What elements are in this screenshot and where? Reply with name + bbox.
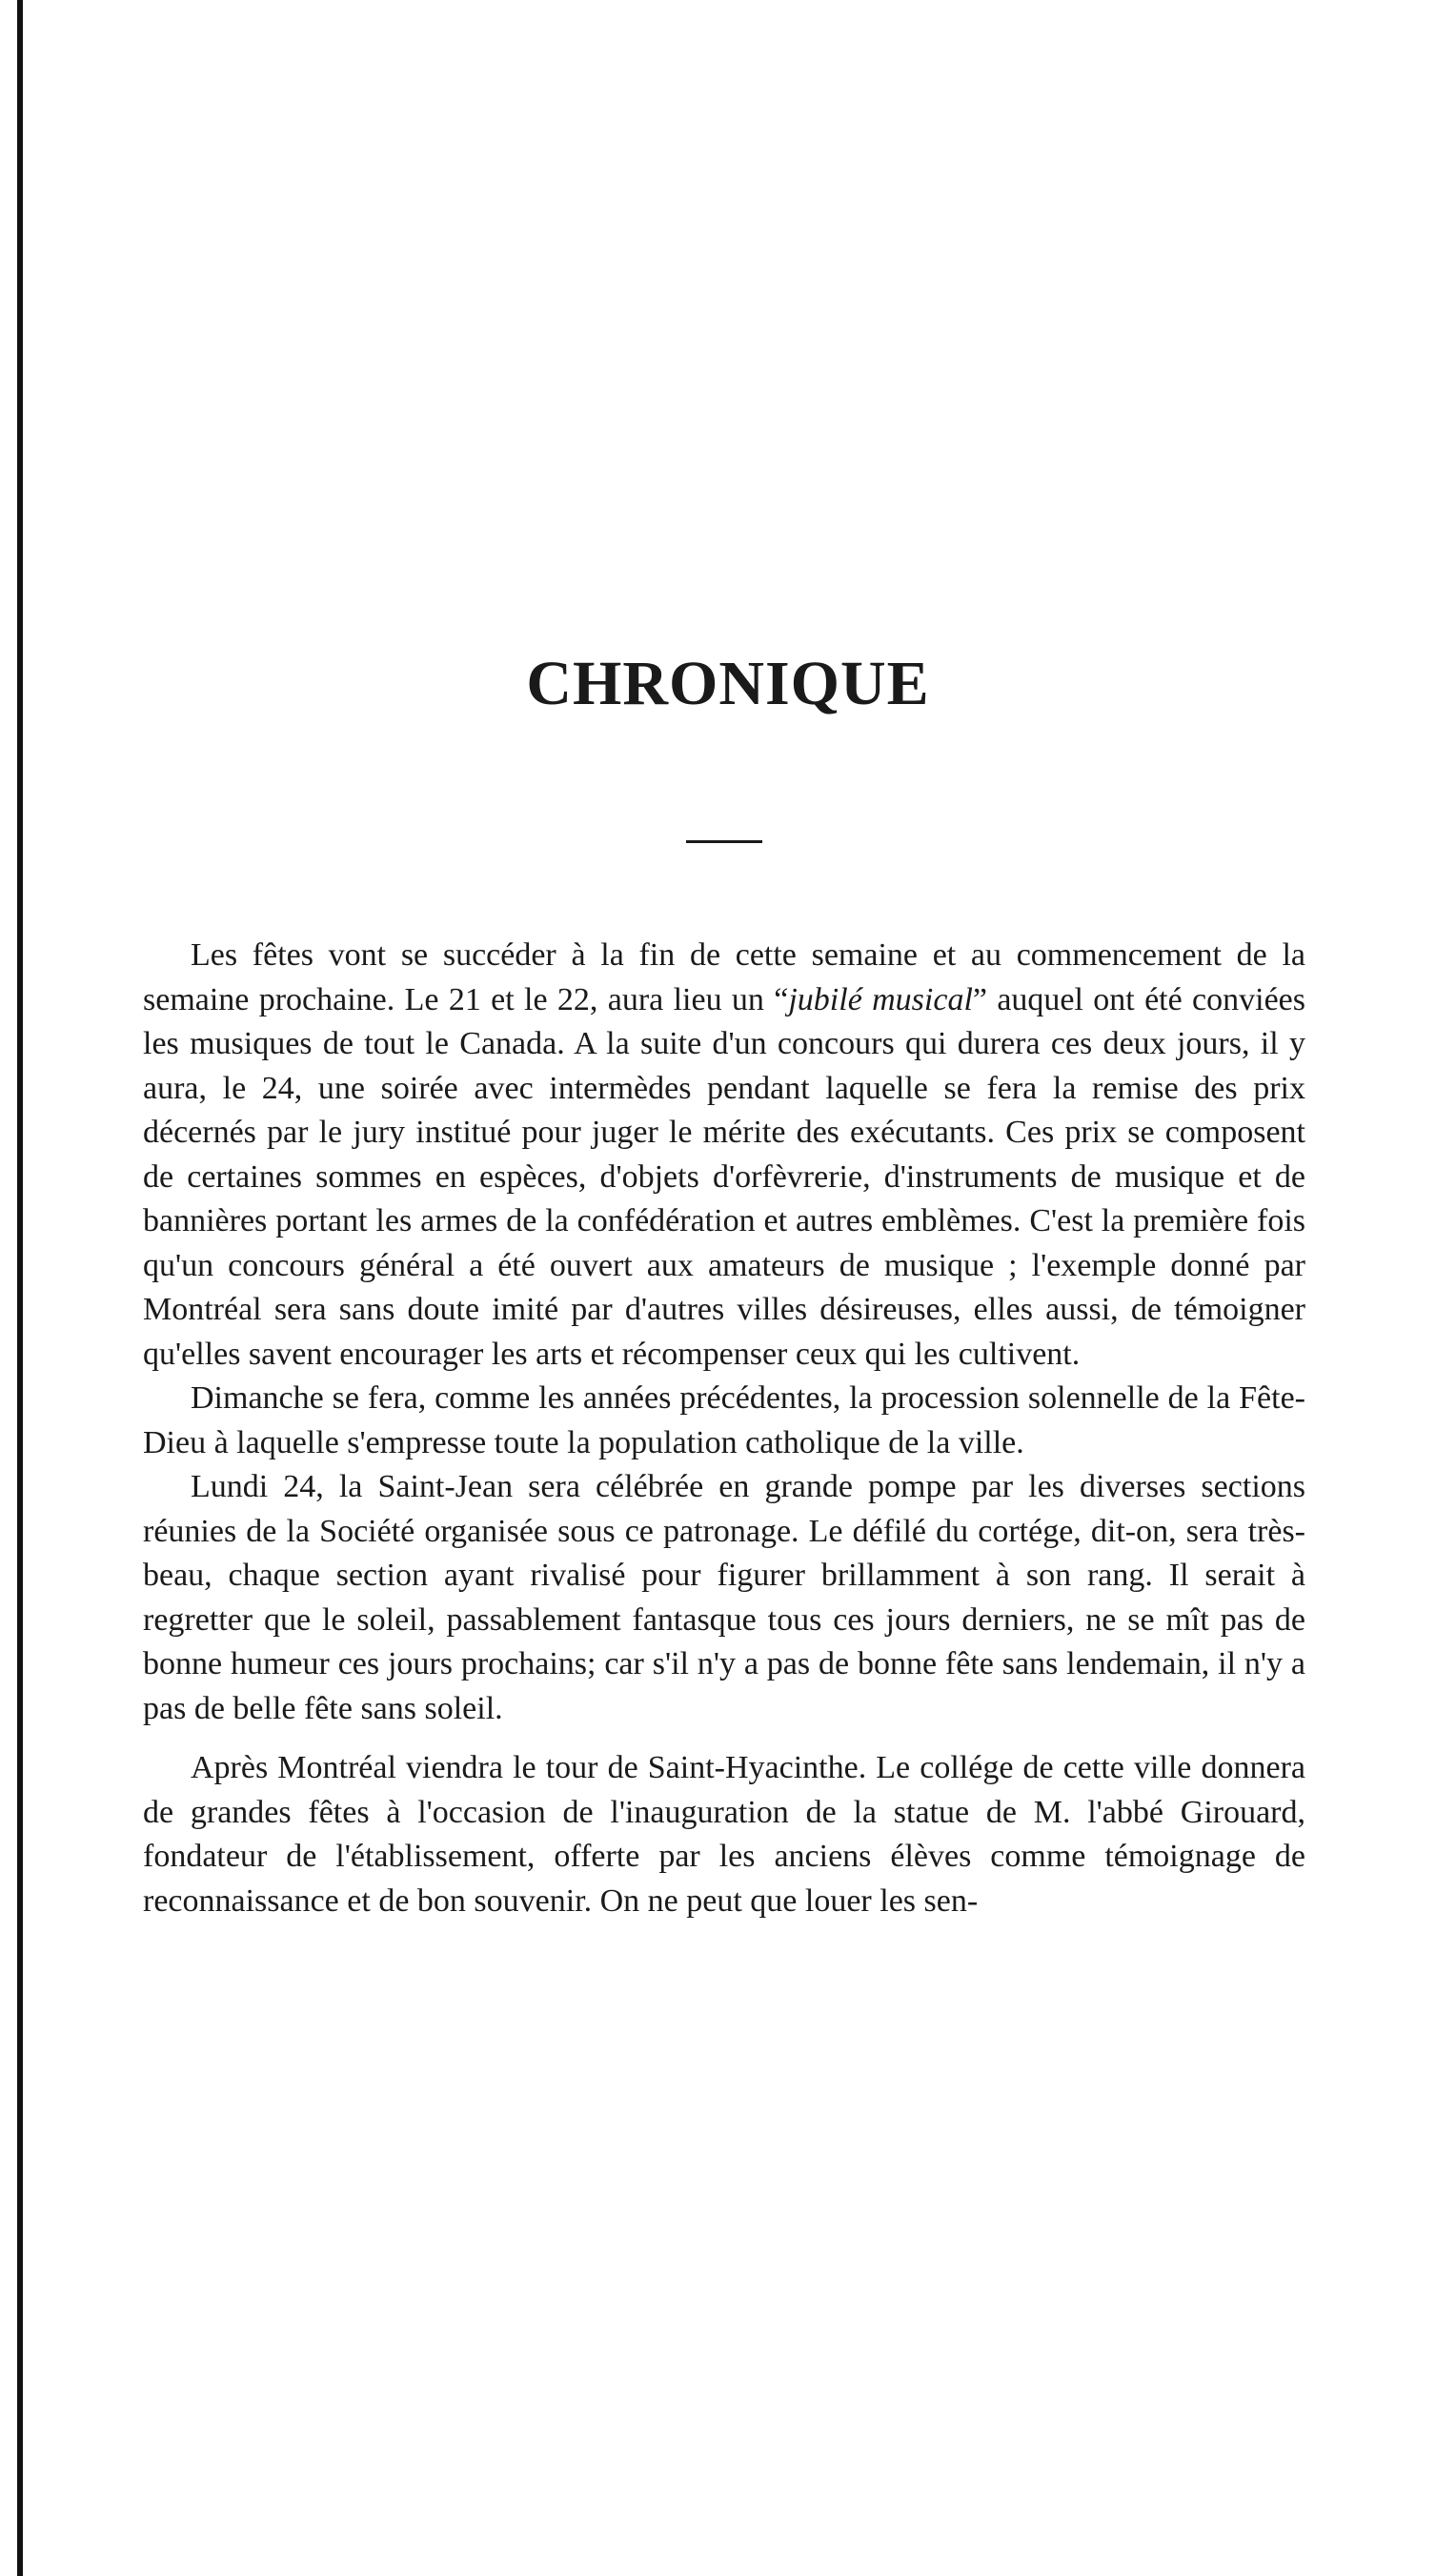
article-body: [143, 934, 1305, 1923]
paragraph-1-italic: jubilé musical: [788, 981, 973, 1017]
page-edge-line: [17, 0, 23, 2576]
page-title: CHRONIQUE: [526, 649, 930, 718]
title-divider: [686, 840, 762, 843]
paragraph-1-text-a: Les fêtes vont se succéder à la fin de cette semaine et au commencement de la semaine prochaine. Le 21 et le 22, aura lieu un “: [143, 937, 1305, 1017]
paragraph-1-text-b: ” auquel ont été conviées les musiques de tout le Canada. A la suite d'un concours qui durera ces deux jours, il y aura, le 24, une soirée avec intermèdes pendant laquelle se fera la remise des prix décernés par le jury institué pour juger le mérite des exécutants. Ces prix se composent de certaines sommes en espèces, d'objets d'orfèvrerie, d'instruments de musique et de bannières portant les armes de la confédération et autres emblèmes. C'est la première fois qu'un concours général a été ouvert aux amateurs de musique ; l'exemple donné par Montréal sera sans doute imité par d'autres villes désireuses, elles aussi, de témoigner qu'elles savent encourager les arts et récompenser ceux qui les cultivent.: [143, 981, 1306, 1372]
paragraph-1: [143, 934, 1305, 1377]
paragraph-2: Dimanche se fera, comme les années précédentes, la procession solennelle de la Fête-Dieu à laquelle s'empresse toute la population catholique de la ville.: [143, 1380, 1305, 1460]
paragraph-4: Après Montréal viendra le tour de Saint-Hyacinthe. Le collége de cette ville donnera de grandes fêtes à l'occasion de l'inauguration de la statue de M. l'abbé Girouard, fondateur de l'établissement, offerte par les anciens élèves comme témoignage de reconnaissance et de bon souvenir. On ne peut que louer les sen-: [143, 1750, 1305, 1919]
paragraph-3: Lundi 24, la Saint-Jean sera célébrée en grande pompe par les diverses sections réunies de la Société organisée sous ce patronage. Le défilé du cortége, dit-on, sera très-beau, chaque section ayant rivalisé pour figurer brillamment à son rang. Il serait à regretter que le soleil, passablement fantasque tous ces jours derniers, ne se mît pas de bonne humeur ces jours prochains; car s'il n'y a pas de bonne fête sans lendemain, il n'y a pas de belle fête sans soleil.: [143, 1469, 1305, 1726]
